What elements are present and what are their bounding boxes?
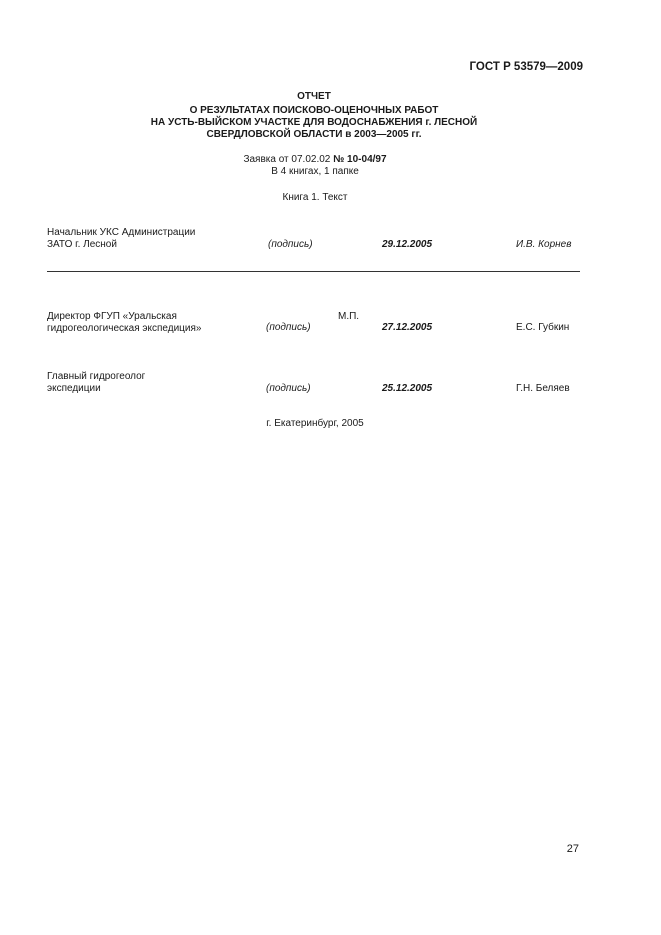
stamp-place: М.П. [338,311,360,322]
signatory-role-line: гидрогеологическая экспедиция» [47,323,202,334]
signatory-role [47,371,145,395]
signatory-role-line: Главный гидрогеолог [47,371,146,382]
page-number: 27 [566,843,579,855]
title-line-subject: О РЕЗУЛЬТАТАХ ПОИСКОВО-ОЦЕНОЧНЫХ РАБОТ [189,105,439,116]
request-number: № 10-04/97 [333,154,387,165]
city-year: г. Екатеринбург, 2005 [266,418,364,429]
request-line [0,154,630,166]
signature-date: 29.12.2005 [382,239,433,250]
signature-date: 27.12.2005 [382,322,433,333]
request-prefix: Заявка от 07.02.02 [243,154,334,165]
signatory-role [47,311,201,335]
book-line: Книга 1. Текст [282,192,348,203]
volumes-line: В 4 книгах, 1 папке [271,166,359,177]
signatory-role-line: Директор ФГУП «Уральская [47,311,177,322]
signatory-role [47,227,195,251]
signature-placeholder: (подпись) [266,322,311,333]
title-line-report: ОТЧЕТ [297,91,331,102]
signature-placeholder: (подпись) [268,239,313,250]
signatory-name: Г.Н. Беляев [516,383,570,394]
signatory-name: Е.С. Губкин [516,322,570,333]
signature-placeholder: (подпись) [266,383,311,394]
report-title [0,91,628,141]
section-divider [47,271,580,272]
signatory-name: И.В. Корнев [516,239,572,250]
title-line-region: СВЕРДЛОВСКОЙ ОБЛАСТИ в 2003—2005 гг. [206,129,422,140]
request-info [0,154,630,178]
standard-number: ГОСТ Р 53579—2009 [469,61,583,73]
signatory-role-line: Начальник УКС Администрации [47,227,196,238]
signatory-role-line: экспедиции [47,383,101,394]
signatory-role-line: ЗАТО г. Лесной [47,239,117,250]
title-line-site: НА УСТЬ-ВЫЙСКОМ УЧАСТКЕ ДЛЯ ВОДОСНАБЖЕНИЯ г. ЛЕСНОЙ [150,117,478,128]
signature-date: 25.12.2005 [382,383,433,394]
